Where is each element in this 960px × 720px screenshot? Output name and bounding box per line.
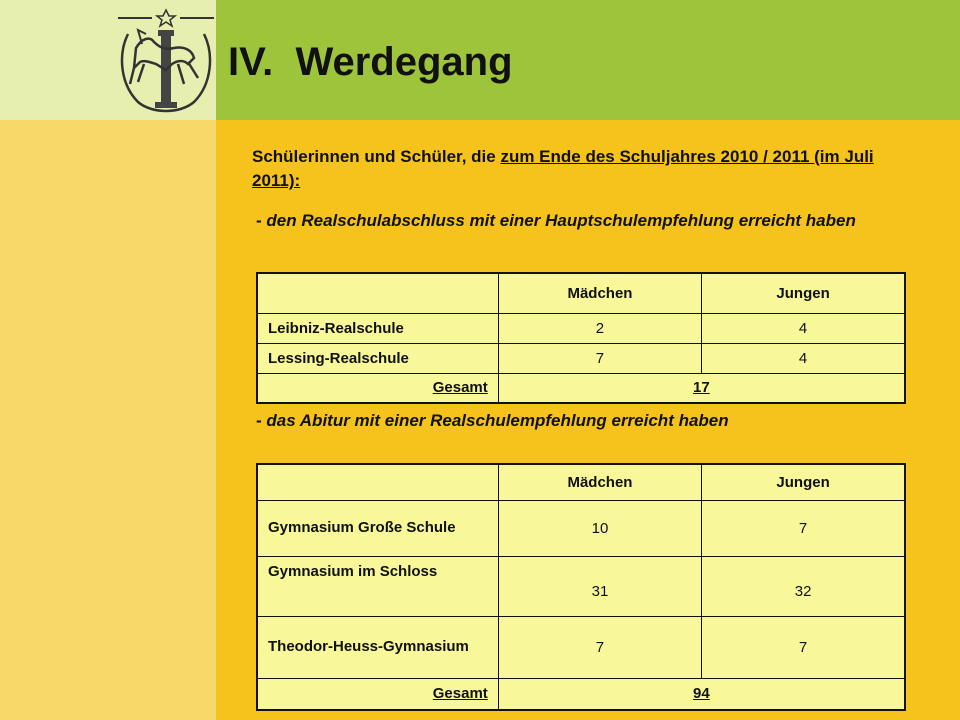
count-maedchen: 7 xyxy=(498,343,701,373)
count-jungen: 4 xyxy=(702,313,905,343)
school-name: Leibniz-Realschule xyxy=(257,313,498,343)
table-row xyxy=(257,616,905,678)
section1-text: den Realschulabschluss mit einer Hauptschulempfehlung erreicht haben xyxy=(266,211,856,230)
header-cell-empty xyxy=(257,464,498,500)
school-name: Gymnasium im Schloss xyxy=(257,556,498,616)
count-jungen: 7 xyxy=(702,616,905,678)
total-label: Gesamt xyxy=(257,373,498,403)
table-total-row xyxy=(257,678,905,710)
table-row xyxy=(257,313,905,343)
count-jungen: 7 xyxy=(702,500,905,556)
section2-heading xyxy=(256,409,816,432)
school-name: Gymnasium Große Schule xyxy=(257,500,498,556)
section1-heading xyxy=(256,209,896,232)
count-maedchen: 7 xyxy=(498,616,701,678)
table-header-row xyxy=(257,273,905,313)
table-realschule xyxy=(256,272,906,404)
header-cell-maedchen: Mädchen xyxy=(498,464,701,500)
table-row xyxy=(257,343,905,373)
school-name: Lessing-Realschule xyxy=(257,343,498,373)
header-cell-empty xyxy=(257,273,498,313)
school-name: Theodor-Heuss-Gymnasium xyxy=(257,616,498,678)
count-jungen: 4 xyxy=(702,343,905,373)
table-header-row xyxy=(257,464,905,500)
page-title: IV. Werdegang xyxy=(228,40,513,84)
header-cell-jungen: Jungen xyxy=(702,464,905,500)
table-row xyxy=(257,556,905,616)
header-cell-jungen: Jungen xyxy=(702,273,905,313)
table-gymnasium xyxy=(256,463,906,711)
intro-underlined: zum Ende des Schuljahres 2010 / 2011 (im Juli 2011): xyxy=(252,147,874,190)
left-strip xyxy=(0,120,216,720)
table-total-row xyxy=(257,373,905,403)
table-row xyxy=(257,500,905,556)
total-value: 94 xyxy=(498,678,905,710)
section1-dash: - xyxy=(256,211,267,230)
intro-prefix: Schülerinnen und Schüler, die xyxy=(252,147,501,166)
count-maedchen: 31 xyxy=(498,556,701,616)
total-value: 17 xyxy=(498,373,905,403)
intro-text xyxy=(252,145,912,193)
total-label: Gesamt xyxy=(257,678,498,710)
count-jungen: 32 xyxy=(702,556,905,616)
count-maedchen: 2 xyxy=(498,313,701,343)
coat-of-arms-logo xyxy=(108,4,224,120)
header-cell-maedchen: Mädchen xyxy=(498,273,701,313)
section2-dash: - xyxy=(256,411,267,430)
count-maedchen: 10 xyxy=(498,500,701,556)
section2-text: das Abitur mit einer Realschulempfehlung erreicht haben xyxy=(266,411,729,430)
